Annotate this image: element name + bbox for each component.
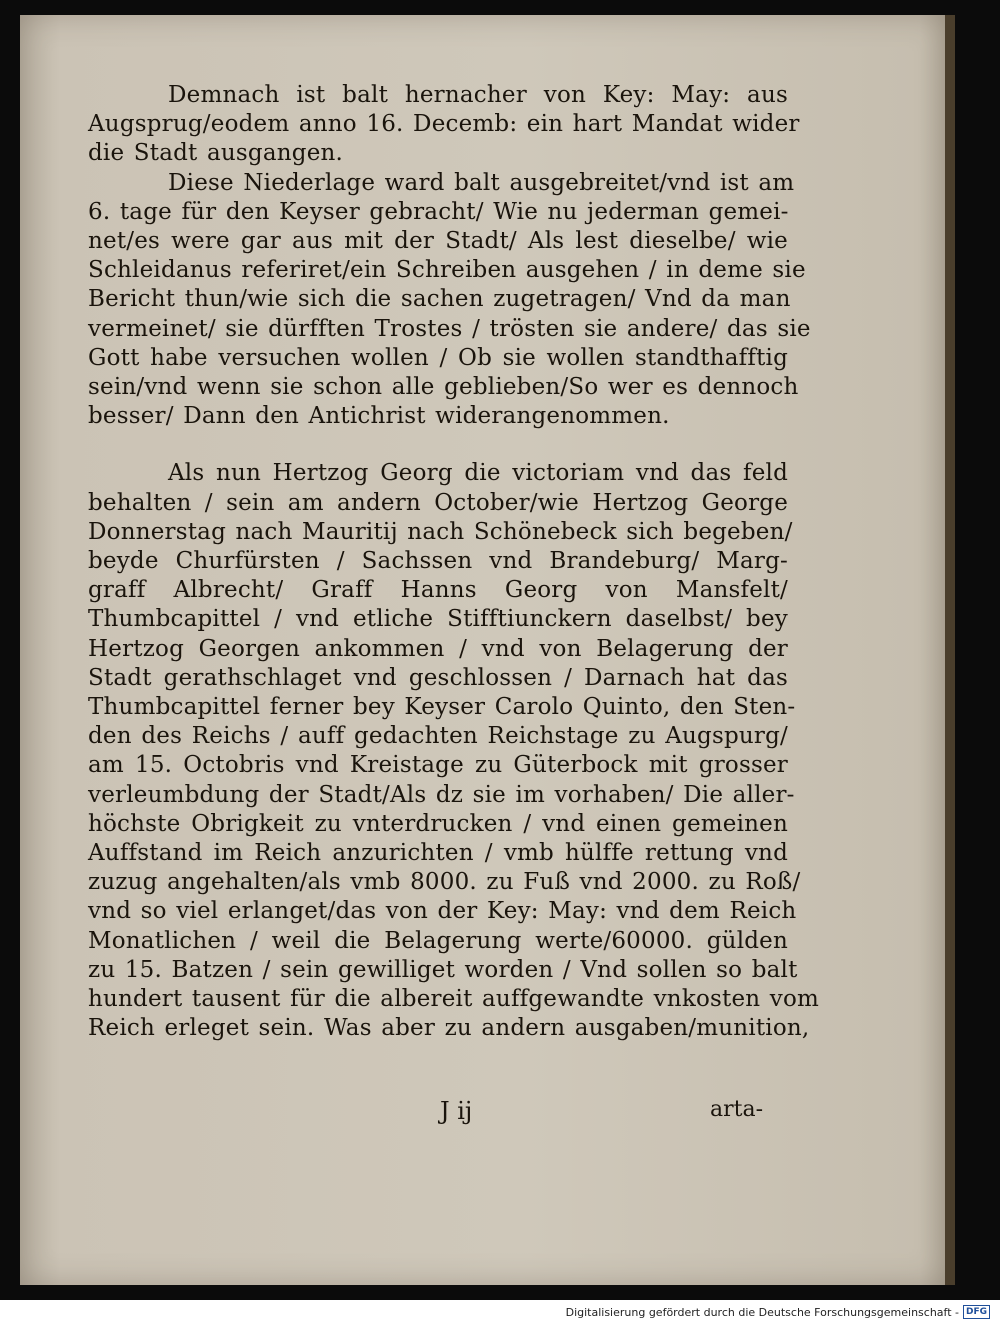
paragraph-gap: [88, 431, 788, 459]
text-line: den des Reichs / auff gedachten Reichstage zu Augspurg/: [88, 723, 788, 750]
text-line: Thumbcapittel / vnd etliche Stifftiunckern daselbst/ bey: [88, 606, 788, 633]
text-line: Auffstand im Reich anzurichten / vmb hülffe rettung vnd: [88, 840, 788, 867]
text-line: am 15. Octobris vnd Kreistage zu Güterbock mit grosser: [88, 752, 788, 779]
text-line: Donnerstag nach Mauritij nach Schönebeck sich begeben/: [88, 518, 793, 545]
text-line: Als nun Hertzog Georg die victoriam vnd das feld: [168, 460, 788, 487]
credit-text: Digitalisierung gefördert durch die Deutsche Forschungsgemeinschaft -: [565, 1305, 959, 1319]
text-line: verleumbdung der Stadt/Als dz sie im vorhaben/ Die aller-: [88, 781, 795, 808]
text-line: Demnach ist balt hernacher von Key: May: aus: [168, 82, 788, 108]
text-line: Bericht thun/wie sich die sachen zugetragen/ Vnd da man: [88, 286, 791, 313]
text-line: vermeinet/ sie dürfften Trostes / trösten sie andere/ das sie: [88, 315, 811, 342]
text-line: vnd so viel erlanget/das von der Key: May: vnd dem Reich: [88, 898, 797, 925]
text-line: Augsprug/eodem anno 16. Decemb: ein hart Mandat wider: [88, 111, 800, 138]
text-line: net/es were gar aus mit der Stadt/ Als lest dieselbe/ wie: [88, 228, 788, 255]
text-line: sein/vnd wenn sie schon alle geblieben/So wer es dennoch: [88, 374, 799, 401]
text-line: hundert tausent für die albereit auffgewandte vnkosten vom: [88, 986, 820, 1013]
text-line: Hertzog Georgen ankommen / vnd von Belagerung der: [88, 635, 788, 662]
text-line: die Stadt ausgangen.: [88, 140, 344, 167]
text-line: Diese Niederlage ward balt ausgebreitet/vnd ist am: [168, 169, 795, 196]
text-line: graff Albrecht/ Graff Hanns Georg von Mansfelt/: [88, 577, 788, 604]
text-line: beyde Churfürsten / Sachssen vnd Brandeburg/ Marg-: [88, 548, 788, 575]
text-line: zu 15. Batzen / sein gewilliget worden / Vnd sollen so balt: [88, 956, 798, 983]
text-line: Schleidanus referiret/ein Schreiben ausgehen / in deme sie: [88, 257, 806, 284]
page-text: [88, 81, 820, 1044]
text-line: behalten / sein am andern October/wie Hertzog George: [88, 489, 788, 516]
book-binding-edge: [945, 15, 955, 1285]
book-page: [20, 15, 945, 1285]
text-line: 6. tage für den Keyser gebracht/ Wie nu jederman gemei-: [88, 198, 789, 225]
text-line: Monatlichen / weil die Belagerung werte/60000. gülden: [88, 927, 788, 954]
digitization-credit: [566, 1305, 990, 1319]
text-line: Thumbcapittel ferner bey Keyser Carolo Quinto, den Sten-: [88, 694, 796, 721]
text-line: höchste Obrigkeit zu vnterdrucken / vnd einen gemeinen: [88, 810, 788, 837]
text-line: zuzug angehalten/als vmb 8000. zu Fuß vnd 2000. zu Roß/: [88, 869, 801, 896]
text-line: Stadt gerathschlaget vnd geschlossen / Darnach hat das: [88, 664, 788, 691]
text-line: Reich erleget sein. Was aber zu andern ausgaben/munition,: [88, 1015, 810, 1042]
text-line: Gott habe versuchen wollen / Ob sie wollen standthafftig: [88, 344, 788, 371]
catchword: arta-: [710, 1097, 764, 1122]
signature-mark: J ij: [440, 1097, 473, 1125]
text-line: besser/ Dann den Antichrist widerangenommen.: [88, 403, 670, 430]
dfg-logo-icon: DFG: [963, 1305, 990, 1319]
